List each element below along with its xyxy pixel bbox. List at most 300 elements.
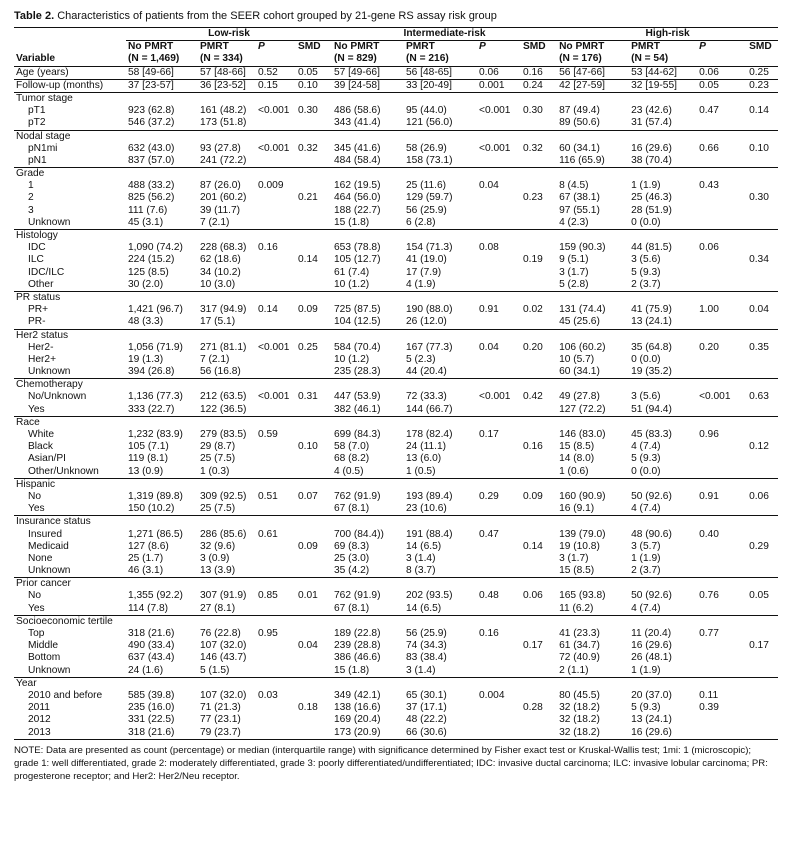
table-cell bbox=[697, 603, 747, 616]
table-cell bbox=[256, 652, 296, 664]
table-cell: 0.51 bbox=[258, 490, 278, 502]
table-cell: 67 (38.1) bbox=[559, 192, 600, 204]
table-cell bbox=[521, 366, 557, 379]
table-cell: 0 (0.0) bbox=[631, 353, 661, 365]
table-cell bbox=[477, 205, 521, 217]
table-cell: 190 (88.0) bbox=[406, 304, 453, 316]
table-cell: 0.06 bbox=[699, 242, 719, 254]
table-cell bbox=[256, 714, 296, 726]
table-cell: 16 (9.1) bbox=[557, 503, 629, 516]
table-cell bbox=[747, 665, 778, 678]
table-cell bbox=[256, 354, 296, 366]
row-label: 2013 bbox=[14, 727, 126, 740]
table-cell: 1 (1.9) bbox=[631, 180, 661, 192]
table-cell: 1.00 bbox=[699, 304, 719, 316]
table-cell: 32 (9.6) bbox=[200, 540, 236, 552]
table-cell: 699 (84.3) bbox=[334, 429, 381, 440]
table-cell: 48 (90.6) bbox=[631, 528, 672, 540]
table-cell: 0.91 bbox=[699, 490, 719, 502]
table-cell bbox=[697, 466, 747, 479]
table-cell: 3 (1.4) bbox=[406, 552, 436, 564]
table-cell: 139 (79.0) bbox=[559, 528, 606, 540]
table-cell bbox=[697, 640, 747, 652]
table-cell: 56 [47-66] bbox=[557, 66, 629, 79]
table-cell: 58 (26.9) bbox=[406, 142, 447, 154]
table-cell: 447 (53.9) bbox=[334, 391, 381, 403]
row-label: Unknown bbox=[14, 665, 126, 678]
table-cell: 0.23 bbox=[747, 79, 778, 92]
table-caption bbox=[14, 10, 784, 23]
table-cell: 67 (8.1) bbox=[332, 503, 404, 516]
table-cell bbox=[256, 217, 296, 230]
group-header-blank bbox=[14, 28, 126, 41]
table-cell bbox=[521, 117, 557, 130]
table-cell: 0 (0.0) bbox=[629, 466, 697, 479]
table-cell bbox=[521, 529, 557, 541]
row-label: No bbox=[28, 590, 42, 602]
table-cell: 13 (3.9) bbox=[198, 565, 256, 578]
table-cell: 394 (26.8) bbox=[126, 366, 198, 379]
table-cell: 1 (0.3) bbox=[198, 466, 256, 479]
table-cell: 2 (3.7) bbox=[629, 565, 697, 578]
table-cell bbox=[747, 453, 778, 465]
table-cell: 0.47 bbox=[699, 105, 719, 117]
row-label: Top bbox=[28, 628, 45, 639]
table-cell bbox=[747, 180, 778, 192]
table-row bbox=[14, 316, 778, 329]
table-cell: 60 (34.1) bbox=[559, 142, 600, 154]
table-cell: 4 (0.5) bbox=[332, 466, 404, 479]
table-cell bbox=[747, 529, 778, 541]
table-cell bbox=[296, 217, 332, 230]
table-cell bbox=[296, 316, 332, 329]
row-label: Yes bbox=[14, 603, 126, 616]
table-cell bbox=[697, 117, 747, 130]
table-cell: 144 (66.7) bbox=[404, 404, 477, 417]
table-row bbox=[14, 404, 778, 417]
table-cell: 5 (9.3) bbox=[631, 266, 661, 278]
table-cell: 2 (1.1) bbox=[557, 665, 629, 678]
table-cell: 0.85 bbox=[258, 590, 278, 602]
group-header-row bbox=[14, 28, 778, 41]
row-label: Yes bbox=[14, 404, 126, 417]
table-cell: 11 (20.4) bbox=[631, 628, 672, 639]
table-cell: 26 (12.0) bbox=[404, 316, 477, 329]
table-cell: 7 (2.1) bbox=[200, 353, 230, 365]
table-cell: 0.30 bbox=[298, 105, 318, 117]
table-cell: 637 (43.4) bbox=[128, 652, 175, 664]
table-row bbox=[14, 192, 778, 204]
table-cell bbox=[521, 242, 557, 254]
table-cell bbox=[521, 665, 557, 678]
table-cell: <0.001 bbox=[479, 391, 511, 403]
table-cell: 0.16 bbox=[523, 441, 543, 453]
table-cell: 0.96 bbox=[699, 429, 719, 440]
table-cell: 38 (70.4) bbox=[629, 155, 697, 168]
section-header-row bbox=[14, 578, 778, 591]
table-cell: 239 (28.8) bbox=[334, 640, 381, 652]
table-cell bbox=[477, 702, 521, 714]
table-cell bbox=[697, 267, 747, 279]
table-cell: 24 (1.6) bbox=[126, 665, 198, 678]
table-cell bbox=[256, 702, 296, 714]
table-row bbox=[14, 79, 778, 92]
table-cell: 193 (89.4) bbox=[406, 490, 453, 502]
table-cell: 44 (20.4) bbox=[404, 366, 477, 379]
table-cell: 0.04 bbox=[479, 180, 499, 192]
table-cell: 0.20 bbox=[699, 341, 719, 353]
table-cell: 1,271 (86.5) bbox=[128, 528, 183, 540]
sample-size-cell bbox=[697, 53, 747, 66]
table-cell bbox=[521, 316, 557, 329]
table-cell bbox=[296, 553, 332, 565]
section-label: Grade bbox=[16, 168, 45, 180]
table-cell: 48 (3.3) bbox=[126, 316, 198, 329]
table-cell bbox=[256, 205, 296, 217]
table-cell: 3 (5.7) bbox=[631, 540, 661, 552]
table-cell bbox=[477, 254, 521, 266]
table-cell: 29 (8.7) bbox=[200, 441, 236, 453]
table-cell: 25 (1.7) bbox=[128, 552, 164, 564]
table-cell: 50 (92.6) bbox=[631, 590, 672, 602]
column-header: No PMRT bbox=[334, 41, 380, 53]
table-cell: 25 (7.5) bbox=[198, 503, 256, 516]
table-cell: 1,090 (74.2) bbox=[128, 242, 183, 254]
table-cell: 0.29 bbox=[749, 540, 769, 552]
table-cell: 0.09 bbox=[523, 490, 543, 502]
table-cell: 1,355 (92.2) bbox=[128, 590, 183, 602]
table-cell bbox=[296, 529, 332, 541]
table-cell: 0.40 bbox=[699, 528, 719, 540]
table-cell: 13 (24.1) bbox=[629, 316, 697, 329]
table-cell bbox=[697, 665, 747, 678]
row-label: 3 bbox=[28, 204, 34, 216]
table-cell: 632 (43.0) bbox=[128, 142, 175, 154]
table-row bbox=[14, 304, 778, 316]
table-cell: 25 (46.3) bbox=[631, 192, 672, 204]
table-cell: 725 (87.5) bbox=[334, 304, 381, 316]
table-cell: 241 (72.2) bbox=[198, 155, 256, 168]
table-cell bbox=[296, 205, 332, 217]
table-cell: 160 (90.9) bbox=[559, 490, 606, 502]
section-label: Year bbox=[16, 677, 37, 689]
table-cell: 36 [23-52] bbox=[198, 79, 256, 92]
table-cell: 62 (18.6) bbox=[200, 254, 241, 266]
table-cell: 25 (3.0) bbox=[334, 552, 370, 564]
section-header-row bbox=[14, 168, 778, 181]
section-label: Prior cancer bbox=[16, 578, 71, 590]
table-cell bbox=[477, 155, 521, 168]
table-cell: 349 (42.1) bbox=[334, 689, 381, 701]
column-header: SMD bbox=[749, 41, 772, 53]
column-header: P bbox=[699, 41, 706, 53]
table-cell: 0.04 bbox=[298, 640, 318, 652]
table-cell: 464 (56.0) bbox=[334, 192, 381, 204]
table-cell: 57 [49-66] bbox=[332, 66, 404, 79]
table-cell: 10 (3.0) bbox=[198, 279, 256, 292]
section-label: PR status bbox=[16, 291, 61, 303]
table-cell: 3 (1.7) bbox=[559, 266, 589, 278]
row-label: pT1 bbox=[28, 105, 46, 117]
table-cell bbox=[296, 117, 332, 130]
section-header-row bbox=[14, 379, 778, 392]
table-cell bbox=[521, 727, 557, 740]
table-cell: 0.04 bbox=[749, 304, 769, 316]
table-row bbox=[14, 205, 778, 217]
table-cell bbox=[697, 155, 747, 168]
table-cell: 0.08 bbox=[479, 242, 499, 254]
table-cell: 19 (1.3) bbox=[128, 353, 164, 365]
table-cell bbox=[477, 316, 521, 329]
section-header-row bbox=[14, 92, 778, 105]
table-cell: 0.02 bbox=[523, 304, 543, 316]
table-cell bbox=[697, 553, 747, 565]
table-cell bbox=[697, 541, 747, 553]
table-cell: 26 (48.1) bbox=[631, 652, 672, 664]
table-row bbox=[14, 155, 778, 168]
table-cell: 5 (1.5) bbox=[198, 665, 256, 678]
table-label: Table 2. bbox=[14, 10, 55, 22]
table-cell: 0.14 bbox=[258, 304, 278, 316]
row-label: Other bbox=[14, 279, 126, 292]
table-cell: 4 (2.3) bbox=[557, 217, 629, 230]
table-cell bbox=[477, 117, 521, 130]
table-cell: 41 (23.3) bbox=[559, 628, 600, 639]
section-header-row bbox=[14, 416, 778, 429]
table-cell bbox=[477, 714, 521, 726]
table-cell: 1,319 (89.8) bbox=[128, 490, 183, 502]
table-cell: 0.34 bbox=[749, 254, 769, 266]
table-cell: 13 (6.0) bbox=[406, 453, 442, 465]
table-cell: 0.29 bbox=[479, 490, 499, 502]
table-cell bbox=[477, 192, 521, 204]
table-cell: 32 [19-55] bbox=[629, 79, 697, 92]
row-label: None bbox=[28, 552, 53, 564]
section-header-row bbox=[14, 291, 778, 304]
table-cell: <0.001 bbox=[258, 105, 290, 117]
table-cell bbox=[477, 665, 521, 678]
table-cell: 0.004 bbox=[479, 689, 505, 701]
table-cell: 16 (29.6) bbox=[631, 640, 672, 652]
table-row bbox=[14, 453, 778, 465]
table-cell: 1,232 (83.9) bbox=[128, 429, 183, 440]
table-cell bbox=[747, 242, 778, 254]
table-cell: 191 (88.4) bbox=[406, 528, 453, 540]
table-cell: 45 (25.6) bbox=[557, 316, 629, 329]
table-cell bbox=[747, 466, 778, 479]
table-cell: 61 (34.7) bbox=[559, 640, 600, 652]
table-row bbox=[14, 665, 778, 678]
section-label: Nodal stage bbox=[16, 130, 71, 142]
table-row bbox=[14, 565, 778, 578]
table-cell: 8 (3.7) bbox=[404, 565, 477, 578]
table-cell: 32 (18.2) bbox=[559, 714, 600, 726]
table-cell bbox=[521, 404, 557, 417]
table-cell bbox=[747, 628, 778, 640]
row-label: Asian/PI bbox=[28, 453, 66, 465]
table-cell bbox=[477, 553, 521, 565]
table-note: NOTE: Data are presented as count (percentage) or median (interquartile range) with significance determined by Fisher exact test or Kruskal-Wallis test; 1mi: 1 (microscopic); grade 1: well differentiated, grade 2: moderately differentiated, grade 3: poorly differentiated/undifferentiated; IDC: invasive ductal carcinoma; ILC: invasive lobular carcinoma; PR: progesterone receptor; and Her2: Her2/Neu receptor. bbox=[14, 744, 768, 782]
table-cell: 0.18 bbox=[298, 702, 318, 714]
table-cell bbox=[296, 429, 332, 441]
table-cell: 161 (48.2) bbox=[200, 105, 247, 117]
table-cell bbox=[697, 205, 747, 217]
row-label: 2012 bbox=[28, 714, 51, 726]
table-cell: 48 (22.2) bbox=[406, 714, 447, 726]
table-cell bbox=[477, 603, 521, 616]
table-cell: 33 [20-49] bbox=[404, 79, 477, 92]
table-cell bbox=[521, 354, 557, 366]
row-label: Unknown bbox=[14, 217, 126, 230]
table-cell bbox=[296, 366, 332, 379]
table-cell: 74 (34.3) bbox=[406, 640, 447, 652]
table-cell: 131 (74.4) bbox=[559, 304, 606, 316]
table-cell: 0.76 bbox=[699, 590, 719, 602]
table-cell: 0.25 bbox=[298, 341, 318, 353]
table-cell: 653 (78.8) bbox=[334, 242, 381, 254]
table-cell bbox=[296, 652, 332, 664]
table-cell: 212 (63.5) bbox=[200, 391, 247, 403]
table-cell: 45 (3.1) bbox=[126, 217, 198, 230]
table-cell: 837 (57.0) bbox=[126, 155, 198, 168]
column-header: SMD bbox=[298, 41, 321, 53]
table-cell: 121 (56.0) bbox=[404, 117, 477, 130]
table-cell bbox=[521, 628, 557, 640]
table-cell: 6 (2.8) bbox=[404, 217, 477, 230]
table-cell bbox=[747, 503, 778, 516]
table-cell bbox=[747, 404, 778, 417]
table-row bbox=[14, 117, 778, 130]
table-cell bbox=[477, 466, 521, 479]
table-cell bbox=[256, 155, 296, 168]
table-cell bbox=[697, 354, 747, 366]
sample-size-cell: (N = 829) bbox=[332, 53, 404, 66]
table-cell bbox=[521, 503, 557, 516]
table-cell bbox=[296, 727, 332, 740]
table-cell: 3 (1.4) bbox=[404, 665, 477, 678]
table-cell bbox=[256, 441, 296, 453]
table-cell bbox=[697, 366, 747, 379]
table-cell: 114 (7.8) bbox=[126, 603, 198, 616]
table-cell: 45 (83.3) bbox=[631, 429, 672, 440]
section-header-row bbox=[14, 130, 778, 143]
table-cell bbox=[521, 714, 557, 726]
table-cell: 8 (4.5) bbox=[559, 180, 589, 192]
table-cell bbox=[697, 404, 747, 417]
table-cell: 77 (23.1) bbox=[200, 714, 241, 726]
row-label: White bbox=[28, 429, 55, 440]
table-cell: 5 (9.3) bbox=[631, 702, 661, 714]
table-cell: 0.17 bbox=[523, 640, 543, 652]
table-cell: 484 (58.4) bbox=[332, 155, 404, 168]
table-cell bbox=[747, 429, 778, 441]
section-header-row bbox=[14, 478, 778, 491]
table-row bbox=[14, 590, 778, 602]
table-cell: 224 (15.2) bbox=[128, 254, 175, 266]
table-cell: 0.10 bbox=[296, 79, 332, 92]
row-label: 1 bbox=[28, 180, 34, 192]
row-label: IDC bbox=[28, 242, 46, 254]
table-cell: 5 (9.3) bbox=[631, 453, 661, 465]
table-cell bbox=[256, 603, 296, 616]
table-cell: 83 (38.4) bbox=[406, 652, 447, 664]
table-cell: 67 (8.1) bbox=[332, 603, 404, 616]
table-cell: 41 (75.9) bbox=[631, 304, 672, 316]
table-cell bbox=[256, 553, 296, 565]
table-cell: 0.11 bbox=[699, 689, 719, 701]
table-cell: 37 [23-57] bbox=[126, 79, 198, 92]
row-label: No/Unknown bbox=[28, 391, 87, 403]
table-row bbox=[14, 553, 778, 565]
table-cell bbox=[521, 453, 557, 465]
table-cell: 4 (7.4) bbox=[631, 441, 661, 453]
table-cell: 19 (35.2) bbox=[629, 366, 697, 379]
table-cell bbox=[256, 665, 296, 678]
sample-size-cell bbox=[477, 53, 521, 66]
table-cell bbox=[697, 316, 747, 329]
table-cell: 71 (21.3) bbox=[200, 702, 241, 714]
table-cell: 4 (7.4) bbox=[629, 503, 697, 516]
table-cell bbox=[521, 652, 557, 664]
table-cell bbox=[521, 690, 557, 702]
table-cell: 162 (19.5) bbox=[334, 180, 381, 192]
table-cell: 19 (10.8) bbox=[559, 540, 600, 552]
table-cell: 317 (94.9) bbox=[200, 304, 247, 316]
table-cell: 10 (5.7) bbox=[559, 353, 595, 365]
section-label: Race bbox=[16, 416, 40, 428]
table-cell bbox=[747, 155, 778, 168]
table-body bbox=[14, 28, 778, 740]
table-cell: 0.16 bbox=[258, 242, 278, 254]
table-cell: 0.16 bbox=[521, 66, 557, 79]
sample-size-cell bbox=[256, 53, 296, 66]
table-cell bbox=[256, 279, 296, 292]
table-cell: 235 (16.0) bbox=[128, 702, 175, 714]
table-cell bbox=[697, 503, 747, 516]
table-cell: 333 (22.7) bbox=[126, 404, 198, 417]
section-label: Chemotherapy bbox=[16, 379, 83, 391]
table-cell bbox=[521, 180, 557, 192]
table-cell: 0.39 bbox=[699, 702, 719, 714]
section-label: Insurance status bbox=[16, 516, 91, 528]
table-cell: 1 (1.9) bbox=[629, 665, 697, 678]
table-cell: 0.14 bbox=[749, 105, 769, 117]
table-cell: 762 (91.9) bbox=[334, 490, 381, 502]
section-header-row bbox=[14, 615, 778, 628]
column-header: PMRT bbox=[200, 41, 229, 53]
row-label: Middle bbox=[28, 640, 59, 652]
table-cell: 0.61 bbox=[258, 528, 278, 540]
table-row bbox=[14, 105, 778, 117]
table-cell: 31 (57.4) bbox=[629, 117, 697, 130]
table-row bbox=[14, 242, 778, 254]
table-cell: 13 (0.9) bbox=[126, 466, 198, 479]
table-cell: 72 (40.9) bbox=[559, 652, 600, 664]
table-cell bbox=[477, 453, 521, 465]
table-cell: 0 (0.0) bbox=[629, 217, 697, 230]
column-header-row bbox=[14, 41, 778, 54]
table-cell bbox=[697, 441, 747, 453]
table-cell: 104 (12.5) bbox=[332, 316, 404, 329]
section-header-row bbox=[14, 329, 778, 342]
characteristics-table bbox=[14, 27, 778, 740]
table-cell: 0.10 bbox=[298, 441, 318, 453]
table-cell: 39 (11.7) bbox=[200, 204, 241, 216]
table-cell bbox=[256, 541, 296, 553]
table-cell: 138 (16.6) bbox=[334, 702, 381, 714]
table-cell: 93 (27.8) bbox=[200, 142, 241, 154]
row-label: No bbox=[28, 490, 42, 502]
